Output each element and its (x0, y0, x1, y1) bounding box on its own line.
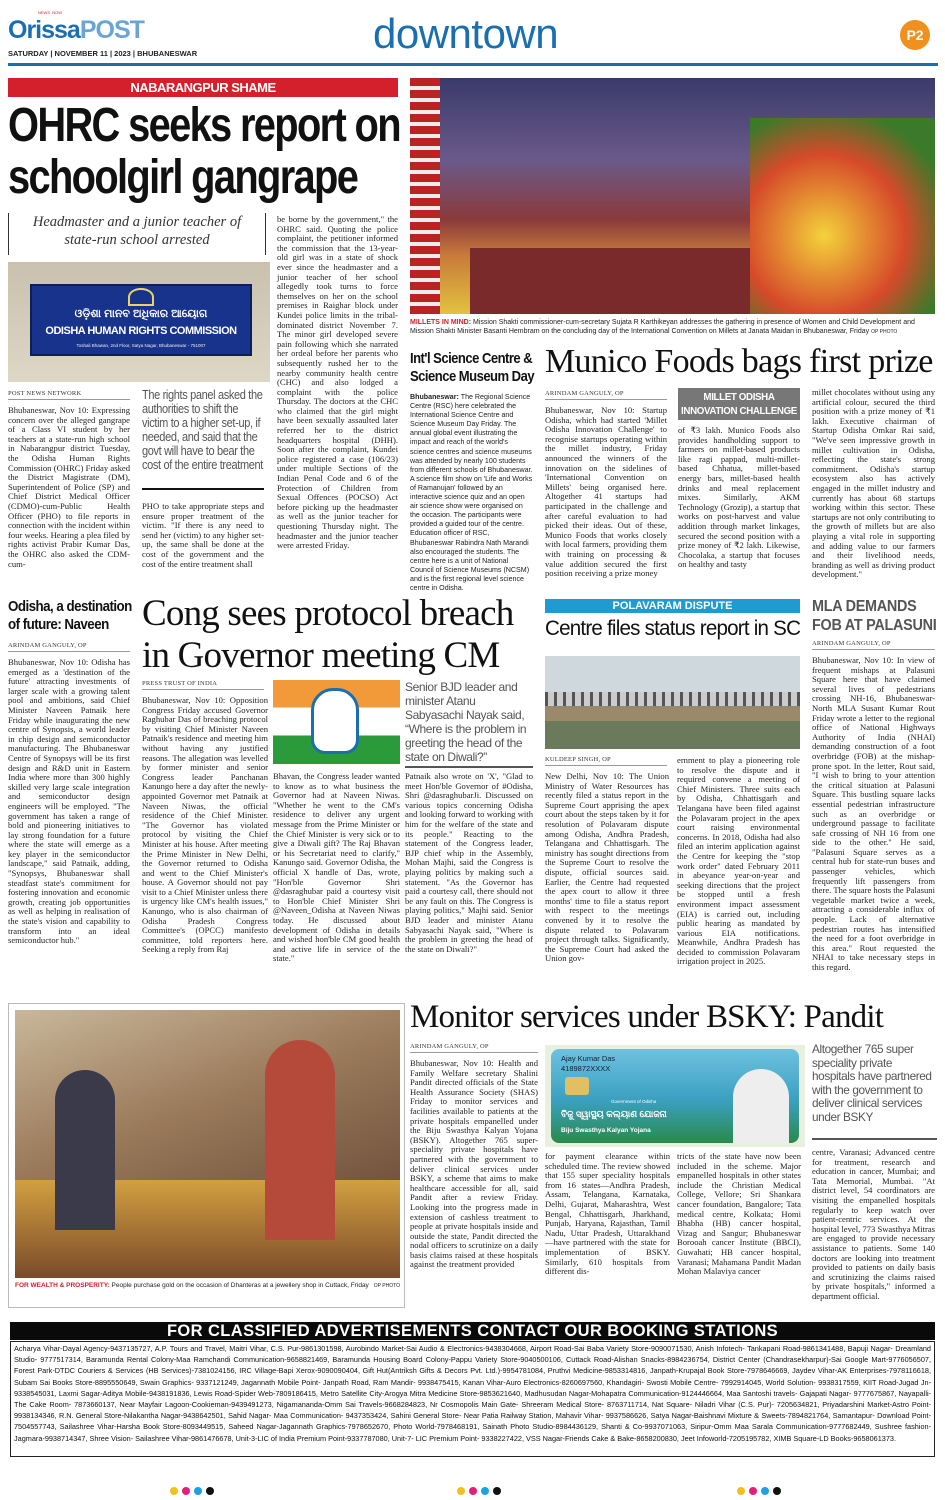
classified-banner-text: FOR CLASSIFIED ADVERTISEMENTS CONTACT OUR BOOKING STATIONS (166, 1322, 779, 1340)
headline-mla-fob: MLA DEMANDS FOB AT PALASUNI (812, 598, 937, 634)
article-body: be borne by the government," the OHRC said. Quoting the police complaint, the petitioner informed the commission that the 13-year-old girl was in a state of shock ever since the headmaster and a junior teacher of her school allegedly took turns to force themselves on her on the school premises in Raighar block under Kundei police limits in the tribal-dominated district November 7. The minor girl developed severe pain following which she narrated her ordeal before her parents who subsequently rushed her to the nearby community health centre (CHC) and also lodged a complaint with the police Thursday. The doctors at the CHC who claimed that the girl might have been sexually assaulted later referred her to the district headquarters hospital (DHH). Soon after the complaint, Kundei police registered a case (106/23) under multiple Sections of the Indian Penal Code and 6 of the Protection of Children from Sexual Offences (POCSO) Act before picking up the headmaster as well as the junior teacher for questioning Thursday night. The headmaster and the junior teacher were arrested Friday. (277, 214, 398, 551)
article-body: Bhubaneswar: The Regional Science Centre (RSC) here celebrated the International Science Centre and Science Museum Day Friday. The annual global event illustrating the impact and reach of the world's science centres and science museums was attended by nearly 100 students from different schools of Bhubaneswar. A science film show on 'Life and Works of Ramanujan' followed by an interactive science quiz and an open air science show were organised on the occasion. The participants were provided a guided tour of the centre. Education officer of RSC, Bhubaneswar Rabindra Nath Marandi also encouraged the students. The centre here is a unit of National Council of Science Museums (NCSM) and is the first regional level science centre in Odisha. (410, 393, 533, 592)
sign-english-text: ODISHA HUMAN RIGHTS COMMISSION (45, 325, 237, 337)
headline-box (812, 597, 937, 637)
kicker-nabarangpur: NABARANGPUR SHAME (8, 78, 398, 97)
signboard (30, 284, 252, 356)
page-number-badge: P2 (900, 20, 930, 50)
byline: POST NEWS NETWORK (8, 390, 130, 400)
pull-quote: The rights panel asked the authorities to shift the victim to a higher set-up, if needed, and said that the govt will have to bear the cost of the entire treatment (142, 388, 263, 472)
subhead-ohrc-frame (8, 213, 266, 255)
masthead (8, 10, 938, 64)
headline-ohrc: OHRC seeks report on schoolgirl gangrape (8, 99, 400, 204)
bsky-card-image (545, 1045, 805, 1147)
article-body: Bhavan, the Congress leader wanted to know as to what business the Governor had at Naveen Niwas. "Whether he went to the CM's residence to deliver any urgent message from the Prime Minister or the Chief Minister is very sick or to give a Diwali gift? The Raj Bhavan or his Secretariat need to clarify," Kanungo said. Governor Odisha, the official X handle of Das, wrote, "Hon'ble Governor Shri @dasraghubar paid a courtesy visit to Hon'ble Chief Minister Shri @Naveen_Odisha at Naveen Niwas today. He discussed about development of Odisha in details and wished hon'ble CM good health and active life in service of the state." (273, 771, 400, 964)
logo: OrissaPOST (8, 16, 144, 44)
classified-banner (10, 1322, 935, 1340)
article-body: New Delhi, Nov 10: The Union Ministry of Water Resources has recently filed a status report in the Supreme Court apprising the apex court about the steps taken by it for resolution of Polavaram dispute among Odisha, Andhra Pradesh, Telangana and Chhattisgarh. The ministry has sought directions from the Supreme Court to resolve the dispute, official sources said. Earlier, the Centre had requested the apex court to allow it three months' time to file a status report with respect to the meetings convened by it to resolve the dispute related to Polavaram project through talks. Significantly, the Supreme Court had asked the Union gov- (545, 771, 669, 964)
headline-munico: Munico Foods bags first prize (545, 343, 933, 380)
headline-centre-status-report: Centre files status report in SC (545, 617, 801, 640)
byline: ARINDAM GANGULY, OP (545, 390, 667, 400)
registration-marks (735, 1482, 783, 1500)
headline-box (8, 100, 400, 206)
photo-caption: FOR WEALTH & PROSPERITY: People purchase gold on the occasion of Dhanteras at a jewellery shop in Cuttack, Friday OP PHOTO (15, 1282, 400, 1289)
ohrc-signboard-photo (8, 262, 270, 382)
subhead-box (17, 213, 257, 253)
pull-quote-box (142, 388, 264, 484)
pull-quote-rule (142, 488, 264, 490)
dateline: SATURDAY | NOVEMBER 11 | 2023 | BHUBANESWAR (8, 49, 198, 58)
logo-tagline: NEWS. NOW (38, 10, 62, 15)
article-body: PHO to take appropriate steps and ensure proper treatment of the victim. "If there is any need to send her (victim) to any higher set-up, the same shall be done at the cost of the government and the cost of the entire treatment shall (142, 501, 264, 569)
byline: PRESS TRUST OF INDIA (142, 680, 264, 690)
article-body: millet chocolates without using any artificial colour, secured the third position with a prize money of ₹1 lakh. Executive chairman of Startup Odisha Omkar Rai said, "We've seen impressive growth in millet cultivation in Odisha, reflecting the state's strong commitment. Odisha's startup ecosystem also has actively engaged in the millet industry and currently has about 68 startups working within this sector. These startups are not only contributing to the growth of millets but are also playing a vital role in supporting and adding value to our farmers and their livelihood needs, branding as well as driving product development." (812, 387, 935, 580)
article-body: centre, Varanasi; Advanced centre for treatment, research and education in cancer, Mumbai; and Tata Memorial, Mumbai. "At district level, 54 coordinators are visiting the empanelled hospitals regularly to keep watch over patient-centric services. At the hospital level, 773 Swasthya Mitras are engaged to provide necessary assistance to patients. Some 140 doctors are looking into treatment provided to patients on daily basis and scrutinizing the claims raised by private hospitals," informed a department official. (812, 1147, 935, 1301)
card-number: 4189872XXXX (561, 1064, 611, 1073)
byline: ARINDAM GANGULY, OP (812, 640, 935, 650)
headline-odisha-destination: Odisha, a destination of future: Naveen (8, 598, 132, 633)
headline-box (545, 615, 800, 643)
headline-cong-protocol: Cong sees protocol breach in Governor meeting CM (142, 593, 514, 676)
booking-stations-list: Acharya Vihar-Dayal Agency-9437135727, A.P. Tours and Travel, Maitri Vihar, C.S. Pur-9861301598, Aurobindo Market-Sai Audio & Electronics-9438304668, Airport Road-Sai Baba Variety Store-9090071530, Anish Infotech- Tankapani Road-9861341488, Bapuji Nagar- Dreamland Studio- 9777517314, Baramunda Rental Colony-Maa Ramchandi Communication-9658821469, Baramunda Housing Board Colony-Pappu Variety Store-9040500106, Cuttack Road-Alishan Snacks-8984236754, District Center (Chandrasekharpur)-Sai Google Mart-9776056507, Forest Park-DTDC Couriers & Services (HB Services)-7381024156, IRC Village-Bapi Xerox-9090090404, Gift Hut(Antriksh Gifts & Decors Pvt. Ltd.)-9954781084, Pruthvi Medicine-9853314816, Janpath-Krupajal Book Store-7978646669, Jaydev Vihar-AK Enterprises-7978116618, Subam Sai Books Store-8895550649, Swain Graphics- 9337121249, Jagannath Mobile Point- Janpath Road, Ram Mandir- 9938475415, Kanan Vihar-Auro Electronics-8260697560, Khandagiri- Swosti Mobile Centre- 7992914045, World Solution- 9938317559, KIIT Road-Jugad Jn-9338545031, Laxmi Sagar-Aditya Mobile-9438191836, Lewis Road-Spider Web-7809186415, Metro Satellite City-Arogya Mitra Medicine Store-9853621640, Madhusudan Nagar-Mohapatra Communication-9124446664, Maa Santoshi travels- Gajapati Nagar- 9777675867, Nayapalli- The Cake Room- 7873660137, Near Mayfair Lagoon-Cookieman-9439491273, Nigamananda-Omm Sai Travels-9668284823, Nr Cosmopolis Main Gate- Shreeram Medical Store- 8763711714, Nat Square- Niladri Vihar (C.S. Pur)- 7205634821, Priyadarshini Market-Astro Point-9938134346, R.N. General Store-Nilakantha Nagar-9438642501, Sahid Nagar- Maa Communication- 9437353424, Sahini General Store- Near Patia Railway Station, Mahavir Vihar- 9937586626, Satya Nagar-Baishnavi Mixture & Sweets-7894821764, Samantapur- Download Point-7504557743, Sailashree Vihar-Harsha Book Store-8093449515, Saheed Nagar-Jagannath Graphics-7978652670, Photo World-7978468191, Sainath Photo Studio-8984436129, Shanti & Co-9937071063, Siripur-Omm Maa Sarala Communication-9777682449, Sushree fashion- Jagmara-9938714347, Shree Vision- Sailashree Vihar-9861476678, Unit-3-LIC of India Premium Point-9337787080, Unit-7- LIC Premium Point- 9338227422, VSS Nagar-Friends Cake & Bake-8658200830, Jeet Infoworld-7205195782, XIMB Square-LD Books-9658061373. (10, 1341, 935, 1457)
pull-quote-box (405, 680, 533, 764)
card-holder-name: Ajay Kumar Das (561, 1054, 616, 1063)
article-body: tricts of the state have now been included in the scheme. Major empanelled hospitals in other states include the Christian Medical College, Vellore; Sri Shankara cancer foundation, Bangalore; Tata medical centre, Kolkata; Homi Bhabha (HB) cancer hospital, Vizag and Sangur; Bhubaneswar Borooah cancer Institute (BBCI), Guwahati; HB cancer hospital, Varanasi; Mahamana Pandit Madan Mohan Malaviya cancer (677, 1151, 801, 1277)
byline: ARINDAM GANGULY, OP (410, 1043, 538, 1053)
article-body: Bhubaneswar, Nov 10: Startup Odisha, which had started 'Millet Odisha Innovation Challenge' to recognise startups operating within the millet industry, Friday announced the winners of the innovation on the sidelines of 'International Convention on Millets' being organised here. Altogether 41 startups had participated in the challenge and after careful evaluation to had picked their ideas. Out of these, Munico Foods that works closely with local farmers, providing them with training on processing & value addition secured the first position receiving a prize money (545, 405, 667, 579)
article-body: Bhubaneswar, Nov 10: Health and Family Welfare secretary Shalini Pandit directed officials of the State Health Assurance Society (SHAS) Friday to monitor services and facilities available to patients at the private hospitals empanelled under the Biju Swasthya Kalyan Yojana (BSKY). Altogether 765 super-speciality private hospitals have partnered with the government to deliver clinical services under BSKY, a scheme that aims to make healthcare accessible for all, said Pandit after a review Friday. Looking into the progress made in extension of cashless treatment to people at private hospitals inside and outside the state, Pandit directed the nodal officers to scrutinize on a daily basis claims raised at these hospitals against the treatment provided (410, 1058, 538, 1270)
headline-box (8, 598, 133, 636)
headline-box (142, 593, 534, 677)
innovation-challenge-box (678, 388, 800, 420)
headline-bsky: Monitor services under BSKY: Pandit (410, 999, 884, 1035)
sign-odia-text: ଓଡ଼ିଶା ମାନବ ଅଧିକାର ଆୟୋଗ (74, 308, 208, 320)
registration-marks (455, 1482, 503, 1500)
polavaram-dam-photo (545, 656, 800, 749)
pull-quote: Altogether 765 super speciality private hospitals have partnered with the government to deliver clinical services under BSKY (812, 1042, 932, 1124)
jewellery-shop-photo (15, 1010, 400, 1278)
card-odia-title: ବିଜୁ ସ୍ୱାସ୍ଥ୍ୟ କଲ୍ୟାଣ ଯୋଜନା (561, 1109, 667, 1119)
pull-quote: Senior BJD leader and minister Atanu Sabyasachi Nayak said, “Where is the problem in greeting the head of the state on Diwali?” (405, 680, 527, 764)
article-body: of ₹3 lakh. Munico Foods also provides handholding support to farmers on millet-based products like ragi pappad, multi-millet-based Chhatua, millet-based energy bars, millet-based health drinks and meal replacement mixes. Similarly, AKM Technology (Grozip), a startup that works on post-harvest and value addition through market linkages, secured the second position with a prize money of ₹2 lakh. Likewise, Chocolaka, a startup that focuses on healthy and tasty (678, 425, 800, 570)
pull-quote-box (812, 1043, 937, 1135)
hand-icon (311, 688, 359, 754)
headline-box (410, 997, 935, 1037)
headline-box (410, 350, 535, 388)
byline: ARINDAM GANGULY, OP (8, 642, 130, 652)
section-title: downtown (373, 10, 559, 57)
article-body: Patnaik also wrote on 'X', "Glad to meet Hon'ble Governor of #Odisha, Shri @dasraghubarJi. Discussed on various topics concerning Odisha and looking forward to working with him for the welfare of the state and its people." Reacting to the statement of the Congress leader, BJP chief whip in the Assembly, Mohan Majhi, said the Congress is playing politics by making such a statement. "As the Governor has paid a courtesy call, there should not be any fault on this. The Congress is playing politics," Majhi said. Senior BJD leader and minister Atanu Sabyasachi Nayak said, "Where is the problem in greeting the head of the state on Diwali?" (405, 771, 533, 954)
byline: KULDEEP SINGH, OP (545, 756, 667, 766)
headline-science-day: Int'l Science Centre & Science Museum Day (410, 350, 535, 385)
portrait (733, 1069, 789, 1143)
emblem-icon (128, 288, 154, 306)
kicker-polavaram: POLAVARAM DISPUTE (545, 599, 800, 613)
article-body: Bhubaneswar, Nov 10: Opposition Congress Friday accused Governor Raghubar Das of breaching protocol by visiting Chief Minister Naveen Patnaik's residence and meeting him without having any justified reasons. The allegation was levelled by former minister and senior Congress leader Panchanan Kanungo here a day after the newly-appointed Governor met Patnaik at Naveen Niwas, the official residence of the Chief Minister. "The Governor has violated protocol by visiting the Chief Minister at his house. After meeting the Prime Minister in New Delhi, the Governor returned to Odisha and went to the Chief Minister's house. A Governor should not pay visit to a Chief Minister unless there is urgency like CM's health issues," Kanungo, who is also chairman of Odisha Pradesh Congress Committee's (OPCC) manifesto committee, told reporters here. Seeking a reply from Raj (142, 695, 268, 955)
masthead-rule (8, 63, 938, 66)
innovation-challenge-label: MILLET ODISHA INNOVATION CHALLENGE (681, 391, 797, 417)
sign-address: Toshali Bhawan, 2nd Floor, Satya Nagar, Bhubaneswar - 751007 (76, 343, 206, 348)
innovation-challenge-label-box (681, 390, 797, 418)
card-government-label: Government of Odisha (611, 1099, 657, 1104)
congress-logo-image (273, 680, 400, 764)
pull-quote-rule (405, 766, 533, 768)
registration-marks (168, 1482, 216, 1500)
photo-caption: MILLETS IN MIND: Mission Shakti commissioner-cum-secretary Sujata R Karthikeyan addresses the gathering in presence of Women and Child Development and Mission Shakti Minister Basanti Hembram on the concluding day of the International Convention on Millets at Janata Maidan in Bhubaneswar, Friday OP PHOTO (410, 319, 915, 335)
article-body: Bhubaneswar, Nov 10: Odisha has emerged as a 'destination of the future' attracting investments of larger scale with a growing talent pool and ambitions, said Chief Minister Naveen Patnaik here Friday while inaugurating the new centre of Synopsis, a world leader in chip design and semiconductor manufacturing. The Bhubaneswar Centre of Synopsys will be its first design and R&D unit in Eastern India where more than 300 highly skilled very large scale integration and semiconductor design engineers will be employed. "The government has taken a range of bold and pioneering initiatives to lay strong foundation for a future where the state will emerge as a key player in the semiconductor landscape," said Patnaik, adding, "Synopsys, Bhubaneswar shall steadfast state's commitment for fostering innovation and economic growth, creating job opportunities as well as helping in realisation of the state's vision and capability to transform into an ideal semiconductor hub." (8, 657, 130, 946)
article-body: Bhubaneswar, Nov 10: Expressing concern over the alleged gangrape of a Class VI student by her teachers at a state-run high school in Nabarangpur district Tuesday, the Odisha Human Rights Commission (OHRC) Friday asked the District Magistrate (DM), Superintendent of Police (SP) and Chief District Medical Officer (CDMO)-cum-Public Health Officer (PHO) to file reports in connection with the incident within four weeks. Hearing a plea filed by rights activist Prabir Kumar Das, the OHRC also asked the CDM-cum- (8, 405, 130, 569)
subhead-ohrc: Headmaster and a junior teacher of state-run school arrested (32, 214, 242, 248)
millets-convention-photo (410, 78, 935, 314)
card-english-title: Biju Swasthya Kalyan Yojana (561, 1127, 651, 1134)
article-body: ernment to play a pioneering role to resolve the dispute and it required convene a meeting of Chief Ministers. Three suits each by Odisha, Chhattisgarh and Telangana have been filed against the Polavaram project in the apex court raising environmental concerns. In 2018, Odisha had also filed an interim application against the Centre for keeping the "stop work order" dated February 2011 in abeyance year-on-year and seeking directions that the project be stopped until a fresh environment impact assessment (EIA) is carried out, including public hearing as mandated by various EIA notifications. Meanwhile, Andhra Pradesh has decided to commission Polavaram irrigation project in 2025. (677, 755, 800, 967)
article-body: Bhubaneswar, Nov 10: In view of frequent mishaps at Palasuni Square here that have claimed several lives of pedestrians crossing NH-16, Bhubaneswar-North MLA Susant Kumar Rout Friday wrote a letter to the regional office of National Highways Authority of India (NHAI) demanding construction of a foot overbridge (FOB) at the mishap-prone spot. In the letter, Rout said, "I wish to bring to your attention the critical situation at Palasuni Square. This bustling square lacks essential pedestrian infrastructure such as an overbridge or underground passage to facilitate safe crossing of NH 16 from one side to the other." He said, "Palasuni Square serves as a central hub for state-run buses and passenger vehicles, which frequently lift passengers from there. The square hosts the Palasuni vegetable market twice a week, attracting a considerable influx of people. Lack of alternative pedestrian routes has intensified the need for a foot overbridge in this area." Rout requested the NHAI to take necessary steps in this regard. (812, 655, 935, 972)
chip-icon (565, 1077, 589, 1095)
article-body: for payment clearance within scheduled time. The review showed that 155 super speciality hospitals from 16 states—Andhra Pradesh, Assam, Telangana, Karnataka, Delhi, Gujarat, Maharashtra, West Bengal, Chhattisgarh, Jharkhand, Punjab, Haryana, Rajasthan, Tamil Nadu, Uttar Pradesh, Uttarakhand—have partnered with the state for implementation of BSKY. Similarly, 610 hospitals from different dis- (545, 1151, 670, 1277)
pull-quote-rule (812, 1138, 937, 1140)
headline-box (545, 343, 937, 383)
